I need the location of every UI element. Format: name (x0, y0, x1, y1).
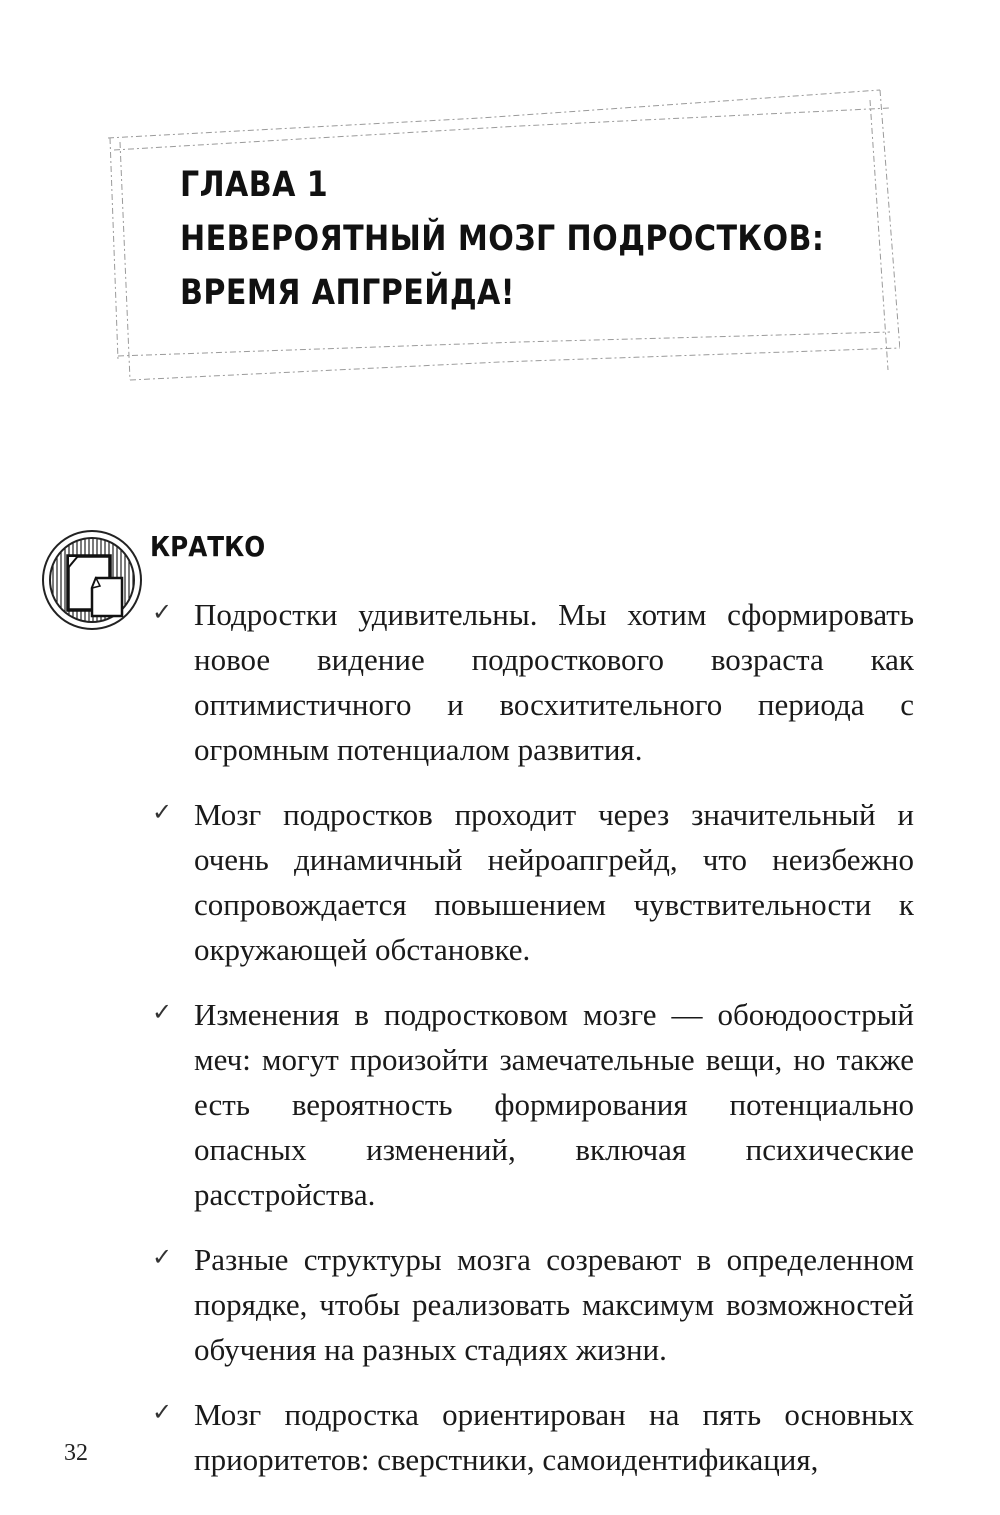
list-item-text: Мозг подростков проходит через значительный и очень динамичный нейроапгрейд, что неизбежно сопровождается повышением чувствительности к окружающей обстановке. (194, 797, 914, 967)
summary-heading: КРАТКО (150, 530, 266, 563)
checkmark-icon: ✓ (152, 798, 173, 826)
page-number: 32 (64, 1440, 88, 1466)
list-item (152, 992, 932, 1217)
list-item (152, 592, 932, 772)
list-item-text: Изменения в подростковом мозге — обоюдоострый меч: могут произойти замечательные вещи, но также есть вероятность формирования потенциально опасных изменений, включая психические расстройства. (194, 997, 914, 1212)
checkmark-icon: ✓ (152, 1398, 173, 1426)
list-item (152, 792, 932, 972)
chapter-title-line-1: НЕВЕРОЯТНЫЙ МОЗГ ПОДРОСТКОВ: (180, 219, 825, 259)
documents-stamp-icon (40, 528, 144, 632)
list-item-text: Разные структуры мозга созревают в определенном порядке, чтобы реализовать максимум возможностей обучения на разных стадиях жизни. (194, 1242, 914, 1367)
list-item-text: Мозг подростка ориентирован на пять основных приоритетов: сверстники, самоидентификация, (194, 1397, 914, 1477)
summary-list (152, 592, 932, 1502)
chapter-title (180, 158, 824, 320)
list-item (152, 1237, 932, 1372)
list-item (152, 1392, 932, 1482)
checkmark-icon: ✓ (152, 998, 173, 1026)
chapter-label: ГЛАВА 1 (180, 165, 329, 205)
checkmark-icon: ✓ (152, 1243, 173, 1271)
checkmark-icon: ✓ (152, 598, 173, 626)
list-item-text: Подростки удивительны. Мы хотим сформировать новое видение подросткового возраста как оптимистичного и восхитительного периода с огромным потенциалом развития. (194, 597, 914, 767)
chapter-title-line-2: ВРЕМЯ АПГРЕЙДА! (180, 273, 515, 313)
